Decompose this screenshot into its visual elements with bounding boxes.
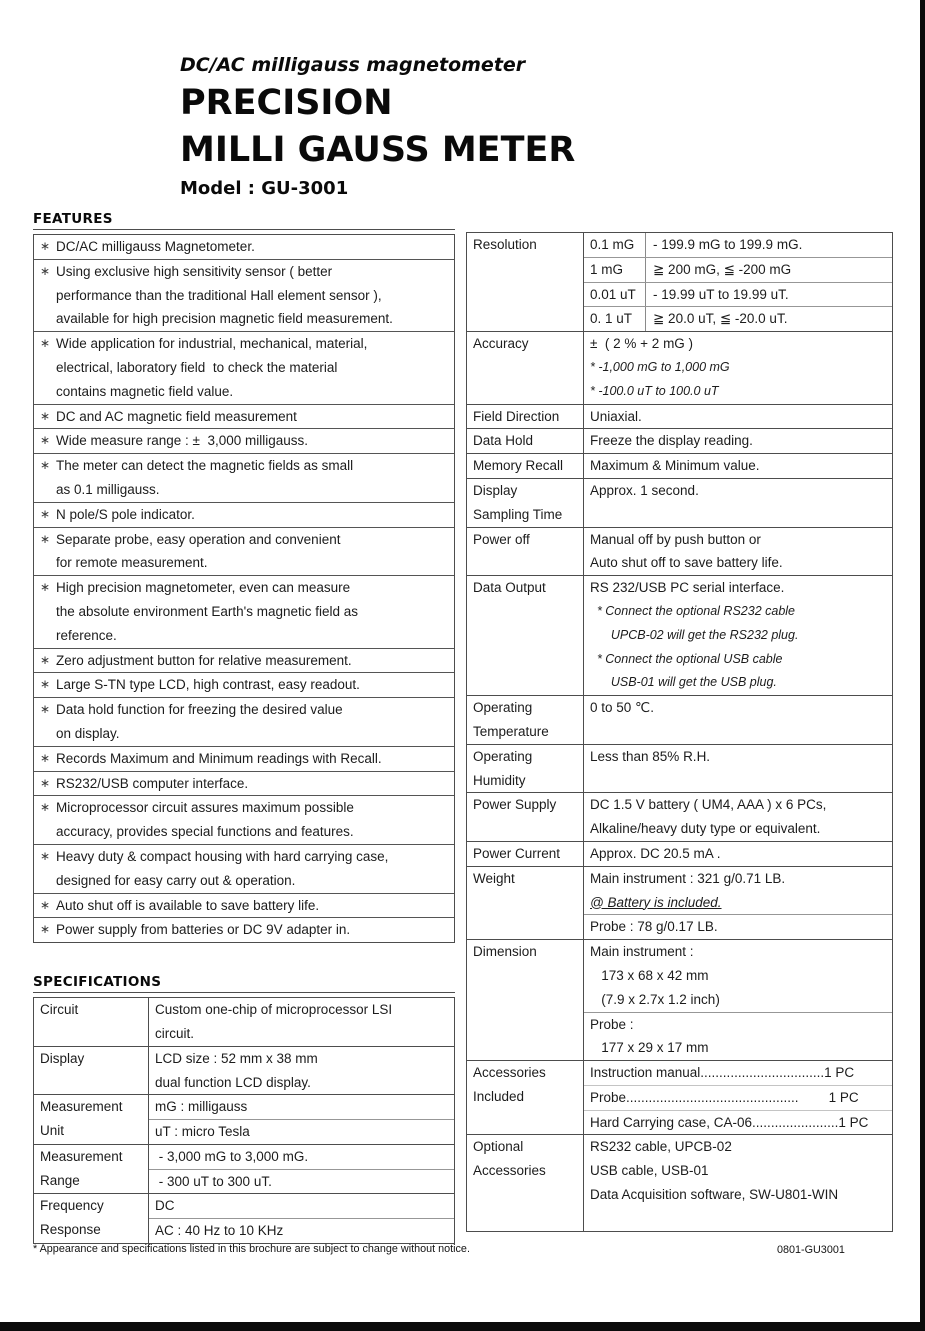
resolution-range: ≧ 20.0 uT, ≦ -20.0 uT. bbox=[653, 311, 788, 327]
text-line: Frequency bbox=[40, 1198, 104, 1214]
feature-item bbox=[34, 259, 454, 331]
feature-text bbox=[56, 235, 454, 259]
text-line: Power supply from batteries or DC 9V adapter in. bbox=[56, 922, 351, 938]
features-table bbox=[33, 234, 455, 943]
asterisk-bullet-icon: ∗ bbox=[39, 531, 51, 546]
spec-row bbox=[467, 695, 892, 744]
spec-label bbox=[467, 528, 584, 576]
spec-value bbox=[149, 1095, 454, 1144]
spec-value bbox=[149, 1145, 454, 1194]
spec-row bbox=[467, 792, 892, 841]
text-line: Probe : 78 g/0.17 LB. bbox=[590, 919, 718, 935]
feature-item bbox=[34, 428, 454, 453]
spec-value bbox=[584, 332, 892, 403]
resolution-range: ≧ 200 mG, ≦ -200 mG bbox=[653, 261, 792, 277]
asterisk-bullet-icon: ∗ bbox=[39, 580, 51, 595]
feature-item bbox=[34, 331, 454, 403]
text-line: Instruction manual.................................1 PC bbox=[590, 1065, 855, 1081]
text-line: Maximum & Minimum value. bbox=[590, 458, 760, 474]
asterisk-bullet-icon: ∗ bbox=[39, 750, 51, 765]
spec-value-cell bbox=[584, 745, 892, 793]
text-line: Data Output bbox=[473, 580, 546, 596]
text-line: dual function LCD display. bbox=[155, 1074, 311, 1090]
spec-value-cell bbox=[149, 1095, 454, 1119]
asterisk-bullet-icon: ∗ bbox=[39, 800, 51, 815]
feature-item bbox=[34, 697, 454, 746]
model-number: Model : GU-3001 bbox=[180, 178, 349, 199]
spec-label bbox=[467, 479, 584, 527]
spec-label bbox=[34, 1095, 149, 1144]
product-title-line2: MILLI GAUSS METER bbox=[180, 130, 576, 170]
text-line: Data Acquisition software, SW-U801-WIN bbox=[590, 1187, 839, 1203]
spec-value-cell bbox=[149, 1119, 454, 1144]
text-line: Display bbox=[40, 1050, 85, 1066]
spec-row bbox=[34, 1094, 454, 1144]
spec-value-cell bbox=[584, 332, 892, 403]
spec-value-cell bbox=[584, 479, 892, 527]
asterisk-bullet-icon: ∗ bbox=[39, 702, 51, 717]
asterisk-bullet-icon: ∗ bbox=[39, 458, 51, 473]
spec-value-cell bbox=[149, 1218, 454, 1243]
text-line: Probe.............................................. 1 PC bbox=[590, 1089, 859, 1105]
feature-item bbox=[34, 672, 454, 697]
text-line: Data Hold bbox=[473, 433, 534, 449]
text-line: USB-01 will get the USB plug. bbox=[590, 675, 777, 690]
text-line: contains magnetic field value. bbox=[56, 383, 234, 399]
spec-row bbox=[467, 1060, 892, 1134]
spec-label bbox=[467, 576, 584, 695]
text-line: - 300 uT to 300 uT. bbox=[155, 1173, 272, 1189]
asterisk-bullet-icon: ∗ bbox=[39, 922, 51, 937]
spec-value bbox=[584, 454, 892, 478]
text-line: LCD size : 52 mm x 38 mm bbox=[155, 1050, 318, 1066]
feature-item bbox=[34, 795, 454, 844]
text-line: Circuit bbox=[40, 1002, 79, 1018]
text-line: Microprocessor circuit assures maximum possible bbox=[56, 800, 354, 816]
text-line: Range bbox=[40, 1172, 80, 1188]
text-line: Weight bbox=[473, 870, 515, 886]
text-line: Field Direction bbox=[473, 408, 560, 424]
spec-row bbox=[467, 841, 892, 866]
spec-value-cell bbox=[584, 429, 892, 453]
product-title-line1: PRECISION bbox=[180, 83, 393, 123]
features-heading: FEATURES bbox=[33, 211, 455, 230]
spec-label bbox=[467, 793, 584, 841]
feature-text bbox=[56, 503, 454, 527]
spec-value-cell bbox=[584, 528, 892, 576]
text-line: Approx. DC 20.5 mA . bbox=[590, 845, 721, 861]
text-line: - 3,000 mG to 3,000 mG. bbox=[155, 1148, 309, 1164]
spec-label bbox=[467, 940, 584, 1060]
text-line: performance than the traditional Hall element sensor ), bbox=[56, 287, 382, 303]
asterisk-bullet-icon: ∗ bbox=[39, 239, 51, 253]
spec-value-cell bbox=[584, 1110, 892, 1135]
spec-label bbox=[34, 1047, 149, 1095]
text-line: Auto shut off to save battery life. bbox=[590, 555, 783, 571]
spec-value-cell bbox=[584, 940, 892, 1011]
text-line: Data hold function for freezing the desired value bbox=[56, 702, 343, 718]
spec-value bbox=[584, 842, 892, 866]
text-line: Using exclusive high sensitivity sensor ( better bbox=[56, 263, 333, 279]
feature-text bbox=[56, 649, 454, 673]
text-line: Probe : bbox=[590, 1016, 634, 1032]
spec-value-cell bbox=[584, 842, 892, 866]
feature-item bbox=[34, 235, 454, 259]
spec-value bbox=[584, 429, 892, 453]
spec-value-cell bbox=[584, 793, 892, 841]
spec-value bbox=[584, 1061, 892, 1134]
text-line: RS232 cable, UPCB-02 bbox=[590, 1139, 732, 1155]
feature-item bbox=[34, 746, 454, 771]
spec-value-cell bbox=[584, 867, 892, 915]
text-line: circuit. bbox=[155, 1025, 195, 1041]
spec-value bbox=[584, 233, 892, 331]
spec-row bbox=[467, 866, 892, 939]
spec-value-cell bbox=[584, 576, 892, 695]
asterisk-bullet-icon: ∗ bbox=[39, 433, 51, 448]
spec-value bbox=[584, 1135, 892, 1230]
scan-edge-right bbox=[920, 0, 925, 1331]
spec-value-cell bbox=[584, 1061, 892, 1085]
spec-value-cell bbox=[584, 1085, 892, 1110]
text-line: * -1,000 mG to 1,000 mG bbox=[590, 359, 730, 374]
text-line: * -100.0 uT to 100.0 uT bbox=[590, 383, 719, 398]
feature-text bbox=[56, 528, 454, 576]
text-line: Temperature bbox=[473, 723, 549, 739]
asterisk-bullet-icon: ∗ bbox=[39, 506, 51, 521]
spec-row bbox=[467, 404, 892, 429]
feature-item bbox=[34, 917, 454, 942]
feature-text bbox=[56, 454, 454, 502]
spec-label bbox=[34, 1145, 149, 1194]
text-line: Separate probe, easy operation and convenient bbox=[56, 531, 341, 547]
spec-value-cell bbox=[584, 306, 892, 331]
feature-item bbox=[34, 844, 454, 893]
spec-row bbox=[467, 527, 892, 576]
text-line: Manual off by push button or bbox=[590, 531, 761, 547]
feature-text bbox=[56, 260, 454, 331]
spec-label bbox=[467, 745, 584, 793]
spec-row bbox=[467, 331, 892, 403]
feature-item bbox=[34, 893, 454, 918]
text-line: Custom one-chip of microprocessor LSI bbox=[155, 1002, 393, 1018]
spec-row bbox=[34, 1193, 454, 1243]
footnote: * Appearance and specifications listed in this brochure are subject to change without notice. bbox=[33, 1243, 470, 1255]
spec-row bbox=[34, 998, 454, 1046]
spec-row bbox=[467, 233, 892, 331]
spec-value bbox=[584, 479, 892, 527]
spec-label bbox=[467, 867, 584, 939]
spec-value-cell bbox=[584, 1012, 892, 1061]
spec-value-cell bbox=[149, 1169, 454, 1194]
feature-text bbox=[56, 918, 454, 942]
text-line: Included bbox=[473, 1088, 525, 1104]
spec-value bbox=[584, 576, 892, 695]
text-line: Wide measure range : ± 3,000 milligauss. bbox=[56, 433, 309, 449]
feature-text bbox=[56, 698, 454, 746]
text-line: Power Supply bbox=[473, 797, 557, 813]
detail-specs-table bbox=[466, 232, 893, 1232]
text-line: * Connect the optional USB cable bbox=[590, 651, 783, 666]
resolution-step: 0. 1 uT bbox=[584, 307, 646, 331]
feature-text bbox=[56, 796, 454, 844]
asterisk-bullet-icon: ∗ bbox=[39, 775, 51, 790]
feature-item bbox=[34, 575, 454, 647]
text-line: Power off bbox=[473, 531, 530, 547]
text-line: Operating bbox=[473, 748, 533, 764]
spec-value bbox=[584, 405, 892, 429]
spec-label bbox=[467, 429, 584, 453]
text-line: Sampling Time bbox=[473, 506, 563, 522]
specifications-heading: SPECIFICATIONS bbox=[33, 974, 455, 993]
spec-value-cell bbox=[584, 696, 892, 744]
text-line: Dimension bbox=[473, 944, 537, 960]
spec-row bbox=[34, 1046, 454, 1095]
feature-text bbox=[56, 845, 454, 893]
asterisk-bullet-icon: ∗ bbox=[39, 897, 51, 912]
text-line: Wide application for industrial, mechanical, material, bbox=[56, 336, 368, 352]
text-line: Optional bbox=[473, 1139, 524, 1155]
spec-label bbox=[467, 405, 584, 429]
resolution-range: - 199.9 mG to 199.9 mG. bbox=[653, 237, 803, 252]
spec-value-cell bbox=[584, 405, 892, 429]
spec-label bbox=[467, 454, 584, 478]
text-line: uT : micro Tesla bbox=[155, 1124, 250, 1140]
text-line: Records Maximum and Minimum readings with Recall. bbox=[56, 750, 382, 766]
feature-text bbox=[56, 894, 454, 918]
spec-value-cell bbox=[149, 1145, 454, 1169]
specifications-table bbox=[33, 997, 455, 1244]
spec-value bbox=[584, 696, 892, 744]
text-line: Uniaxial. bbox=[590, 408, 642, 424]
spec-row bbox=[467, 744, 892, 793]
header bbox=[180, 54, 575, 199]
spec-row bbox=[467, 428, 892, 453]
spec-value-cell bbox=[584, 257, 892, 282]
text-line: AC : 40 Hz to 10 KHz bbox=[155, 1223, 284, 1239]
text-line: 173 x 68 x 42 mm bbox=[590, 967, 709, 983]
spec-value bbox=[149, 998, 454, 1046]
text-line: Alkaline/heavy duty type or equivalent. bbox=[590, 821, 821, 837]
text-line: designed for easy carry out & operation. bbox=[56, 872, 296, 888]
left-column bbox=[33, 211, 455, 1244]
text-line: Heavy duty & compact housing with hard carrying case, bbox=[56, 848, 389, 864]
spec-label bbox=[467, 233, 584, 331]
asterisk-bullet-icon: ∗ bbox=[39, 652, 51, 667]
feature-item bbox=[34, 453, 454, 502]
text-line: Display bbox=[473, 482, 518, 498]
product-subtitle: DC/AC milligauss magnetometer bbox=[180, 54, 526, 76]
text-line: ± ( 2 % + 2 mG ) bbox=[590, 336, 694, 352]
spec-value-cell bbox=[149, 1194, 454, 1218]
text-line: Measurement bbox=[40, 1099, 123, 1115]
spec-label bbox=[467, 696, 584, 744]
resolution-step: 0.01 uT bbox=[584, 283, 646, 307]
spec-value-cell bbox=[584, 233, 892, 257]
spec-value bbox=[584, 745, 892, 793]
text-line: DC and AC magnetic field measurement bbox=[56, 408, 297, 424]
text-line: Accuracy bbox=[473, 336, 529, 352]
text-line: Power Current bbox=[473, 845, 561, 861]
spec-row bbox=[467, 478, 892, 527]
spec-value bbox=[584, 793, 892, 841]
text-line: Unit bbox=[40, 1123, 65, 1139]
asterisk-bullet-icon: ∗ bbox=[39, 848, 51, 863]
spec-value-cell bbox=[149, 998, 454, 1046]
spec-label bbox=[34, 1194, 149, 1243]
feature-text bbox=[56, 332, 454, 403]
text-line: Measurement bbox=[40, 1148, 123, 1164]
asterisk-bullet-icon: ∗ bbox=[39, 408, 51, 423]
spec-label bbox=[467, 1135, 584, 1230]
feature-item bbox=[34, 771, 454, 796]
text-line: RS232/USB computer interface. bbox=[56, 775, 249, 791]
text-line: DC 1.5 V battery ( UM4, AAA ) x 6 PCs, bbox=[590, 797, 827, 813]
feature-text bbox=[56, 673, 454, 697]
feature-item bbox=[34, 404, 454, 429]
spec-label bbox=[467, 842, 584, 866]
spec-label bbox=[467, 332, 584, 403]
text-line: mG : milligauss bbox=[155, 1099, 248, 1115]
text-line: for remote measurement. bbox=[56, 555, 208, 571]
spec-value-cell bbox=[584, 914, 892, 939]
spec-row bbox=[467, 1134, 892, 1230]
text-line: 0 to 50 ℃. bbox=[590, 700, 654, 716]
text-line: Less than 85% R.H. bbox=[590, 748, 711, 764]
spec-row bbox=[467, 575, 892, 695]
text-line: Humidity bbox=[473, 772, 526, 788]
text-line: RS 232/USB PC serial interface. bbox=[590, 580, 785, 596]
resolution-range: - 19.99 uT to 19.99 uT. bbox=[653, 286, 789, 302]
spec-value bbox=[149, 1194, 454, 1243]
feature-text bbox=[56, 747, 454, 771]
asterisk-bullet-icon: ∗ bbox=[39, 263, 51, 278]
text-line: available for high precision magnetic field measurement. bbox=[56, 311, 393, 327]
text-line: Freeze the display reading. bbox=[590, 433, 753, 449]
spec-row bbox=[34, 1144, 454, 1194]
text-line: UPCB-02 will get the RS232 plug. bbox=[590, 627, 799, 642]
text-line: Accessories bbox=[473, 1065, 546, 1081]
spec-row bbox=[467, 939, 892, 1060]
spec-value-cell bbox=[149, 1047, 454, 1095]
text-line: Response bbox=[40, 1222, 101, 1238]
feature-text bbox=[56, 772, 454, 796]
feature-text bbox=[56, 429, 454, 453]
text-line: Main instrument : 321 g/0.71 LB. bbox=[590, 870, 786, 886]
text-line: USB cable, USB-01 bbox=[590, 1163, 709, 1179]
spec-value-cell bbox=[584, 282, 892, 307]
text-line: High precision magnetometer, even can measure bbox=[56, 580, 351, 596]
scan-edge-bottom bbox=[0, 1322, 925, 1331]
feature-item bbox=[34, 648, 454, 673]
text-line: as 0.1 milligauss. bbox=[56, 481, 160, 497]
text-line: The meter can detect the magnetic fields as small bbox=[56, 458, 354, 474]
feature-item bbox=[34, 502, 454, 527]
spec-value bbox=[584, 528, 892, 576]
text-line: reference. bbox=[56, 627, 117, 643]
resolution-step: 0.1 mG bbox=[584, 233, 646, 257]
text-line: N pole/S pole indicator. bbox=[56, 506, 195, 522]
spec-label bbox=[467, 1061, 584, 1134]
right-column bbox=[466, 232, 893, 1232]
text-line: Accessories bbox=[473, 1163, 546, 1179]
text-line: DC/AC milligauss Magnetometer. bbox=[56, 239, 255, 254]
text-line: * Connect the optional RS232 cable bbox=[590, 603, 795, 618]
text-line: Auto shut off is available to save battery life. bbox=[56, 897, 320, 913]
spec-value-cell bbox=[584, 454, 892, 478]
asterisk-bullet-icon: ∗ bbox=[39, 336, 51, 351]
text-line: Memory Recall bbox=[473, 458, 564, 474]
text-line: Resolution bbox=[473, 237, 537, 252]
text-line: Operating bbox=[473, 700, 533, 716]
text-line: on display. bbox=[56, 725, 120, 741]
spec-value bbox=[584, 940, 892, 1060]
spec-row bbox=[467, 453, 892, 478]
resolution-step: 1 mG bbox=[584, 258, 646, 282]
text-line: (7.9 x 2.7x 1.2 inch) bbox=[590, 991, 720, 1007]
text-line: Large S-TN type LCD, high contrast, easy readout. bbox=[56, 677, 360, 693]
document-code: 0801-GU3001 bbox=[777, 1244, 845, 1256]
text-line: Main instrument : bbox=[590, 944, 694, 960]
text-line: Zero adjustment button for relative measurement. bbox=[56, 652, 352, 668]
text-line: Approx. 1 second. bbox=[590, 482, 699, 498]
spec-label bbox=[34, 998, 149, 1046]
feature-item bbox=[34, 527, 454, 576]
text-line: accuracy, provides special functions and features. bbox=[56, 824, 354, 840]
asterisk-bullet-icon: ∗ bbox=[39, 677, 51, 692]
feature-text bbox=[56, 576, 454, 647]
text-line: DC bbox=[155, 1198, 175, 1214]
text-line: Hard Carrying case, CA-06.......................1 PC bbox=[590, 1114, 869, 1130]
text-line: 177 x 29 x 17 mm bbox=[590, 1040, 709, 1056]
spec-value bbox=[584, 867, 892, 939]
feature-text bbox=[56, 405, 454, 429]
spec-value-cell bbox=[584, 1135, 892, 1230]
spec-value bbox=[149, 1047, 454, 1095]
text-line: @ Battery is included. bbox=[590, 894, 722, 910]
text-line: the absolute environment Earth's magnetic field as bbox=[56, 603, 358, 619]
text-line: electrical, laboratory field to check the material bbox=[56, 359, 338, 375]
